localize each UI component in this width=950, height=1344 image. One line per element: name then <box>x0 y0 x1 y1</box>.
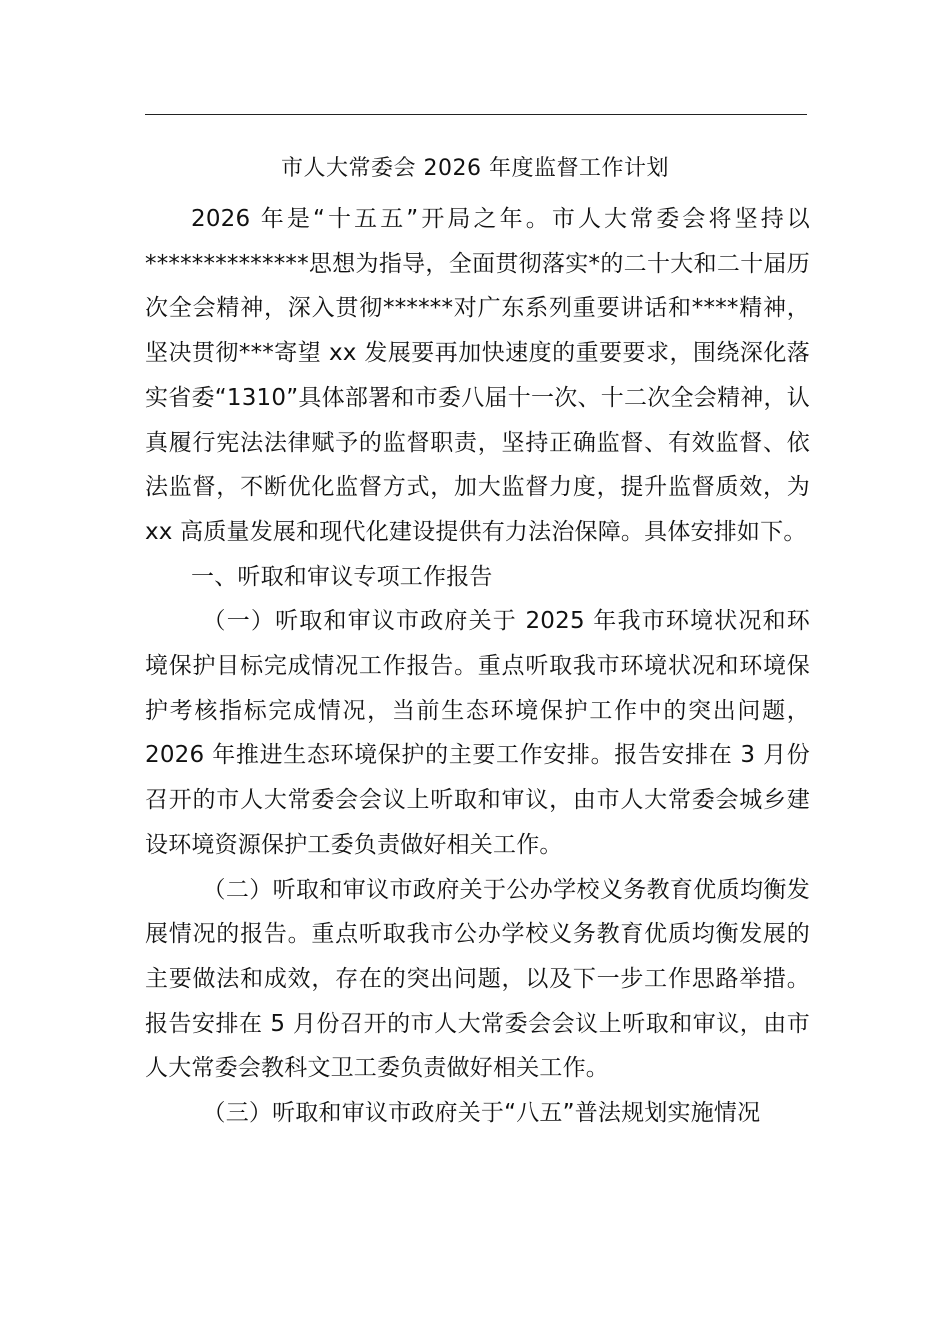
intro-paragraph: 2026 年是“十五五”开局之年。市人大常委会将坚持以**************思想为指导，全面贯彻落实*的二十大和二十届历次全会精神，深入贯彻******对广东系列重要讲话和****精神，坚决贯彻***寄望 xx 发展要再加快速度的重要要求，围绕深化落实省委“1310”具体部署和市委八届十一次、十二次全会精神，认真履行宪法法律赋予的监督职责，坚持正确监督、有效监督、依法监督，不断优化监督方式，加大监督力度，提升监督质效，为 xx 高质量发展和现代化建设提供有力法治保障。具体安排如下。 <box>145 206 810 545</box>
document-title: 市人大常委会 2026 年度监督工作计划 <box>281 156 669 181</box>
document-body <box>145 197 810 1136</box>
item-paragraph-1: （一）听取和审议市政府关于 2025 年我市环境状况和环境保护目标完成情况工作报告。重点听取我市环境状况和环境保护考核指标完成情况，当前生态环境保护工作中的突出问题，2026 年推进生态环境保护的主要工作安排。报告安排在 3 月份召开的市人大常委会会议上听取和审议，由市人大常委会城乡建设环境资源保护工委负责做好相关工作。 <box>145 608 810 858</box>
header-rule <box>145 114 807 115</box>
item-paragraph-3: （三）听取和审议市政府关于“八五”普法规划实施情况 <box>202 1100 761 1127</box>
section-heading-1: 一、听取和审议专项工作报告 <box>191 563 493 590</box>
item-paragraph-2: （二）听取和审议市政府关于公办学校义务教育优质均衡发展情况的报告。重点听取我市公办学校义务教育优质均衡发展的主要做法和成效，存在的突出问题，以及下一步工作思路举措。报告安排在 5 月份召开的市人大常委会会议上听取和审议，由市人大常委会教科文卫工委负责做好相关工作。 <box>145 876 810 1082</box>
